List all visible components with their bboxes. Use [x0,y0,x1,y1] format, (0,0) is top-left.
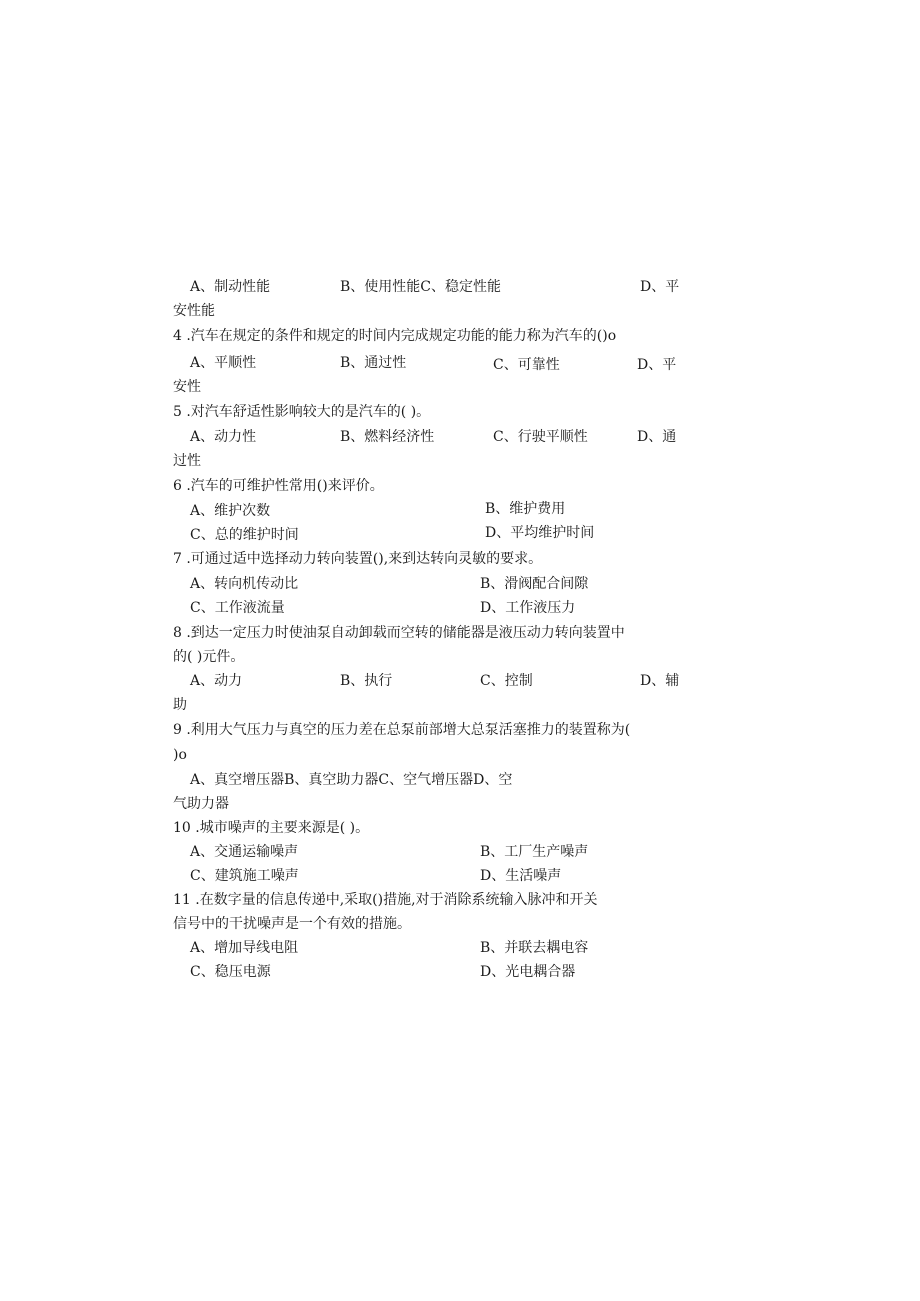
q4-option-b: B、通过性 [340,355,407,371]
question-4: 4 .汽车在规定的条件和规定的时间内完成规定功能的能力称为汽车的()o [173,328,617,344]
q6-option-b: B、维护费用 [485,501,566,517]
question-7: 7 .可通过适中选择动力转向装置(),来到达转向灵敏的要求。 [173,551,543,567]
q10-option-c: C、建筑施工噪声 [190,868,299,884]
question-8-continued: 的( )元件。 [173,649,245,665]
q11-option-b: B、并联去耦电容 [480,940,589,956]
q7-option-b: B、滑阀配合间隙 [480,576,589,592]
question-6: 6 .汽车的可维护性常用()来评价。 [173,478,384,494]
q11-option-a: A、增加导线电阻 [190,940,299,956]
q11-option-c: C、稳压电源 [190,964,271,980]
q3-option-d-continued: 安性能 [173,303,215,319]
q10-option-d: D、生活噪声 [480,868,562,884]
q4-option-a: A、平顺性 [190,355,257,371]
q4-option-d: D、平 [637,357,677,373]
q8-option-d-continued: 助 [173,697,187,713]
q11-option-d: D、光电耦合器 [480,964,576,980]
q3-option-bc: B、使用性能C、稳定性能 [340,279,501,295]
question-5: 5 .对汽车舒适性影响较大的是汽车的( )。 [173,404,431,420]
question-9-continued: )o [173,747,187,763]
q10-option-b: B、工厂生产噪声 [480,844,589,860]
q8-option-c: C、控制 [480,673,533,689]
q5-option-d: D、通 [637,429,677,445]
q10-option-a: A、交通运输噪声 [190,844,299,860]
q6-option-c: C、总的维护时间 [190,527,299,543]
q4-option-c: C、可靠性 [493,357,560,373]
q5-option-a: A、动力性 [190,429,257,445]
q8-option-a: A、动力 [190,673,243,689]
question-11: 11 .在数字量的信息传递中,采取()措施,对于消除系统输入脉冲和开关 [173,892,598,908]
question-10: 10 .城市噪声的主要来源是( )。 [173,820,370,836]
q3-option-d: D、平 [640,279,680,295]
q6-option-d: D、平均维护时间 [485,525,595,541]
q5-option-d-continued: 过性 [173,453,201,469]
q8-option-b: B、执行 [340,673,393,689]
q9-options-continued: 气助力器 [173,796,229,812]
q4-option-d-continued: 安性 [173,379,201,395]
q7-option-a: A、转向机传动比 [190,576,299,592]
q5-option-b: B、燃料经济性 [340,429,435,445]
q5-option-c: C、行驶平顺性 [493,429,588,445]
q6-option-a: A、维护次数 [190,503,271,519]
question-8: 8 .到达一定压力时使油泵自动卸载而空转的储能器是液压动力转向装置中 [173,625,625,641]
q9-options: A、真空增压器B、真空助力器C、空气增压器D、空 [190,772,513,788]
question-9: 9 .利用大气压力与真空的压力差在总泵前部增大总泵活塞推力的装置称为( [173,722,631,738]
q3-option-a: A、制动性能 [190,279,271,295]
q7-option-d: D、工作液压力 [480,600,576,616]
q8-option-d: D、辅 [640,673,680,689]
question-11-continued: 信号中的干扰噪声是一个有效的措施。 [173,916,411,932]
q7-option-c: C、工作液流量 [190,600,285,616]
